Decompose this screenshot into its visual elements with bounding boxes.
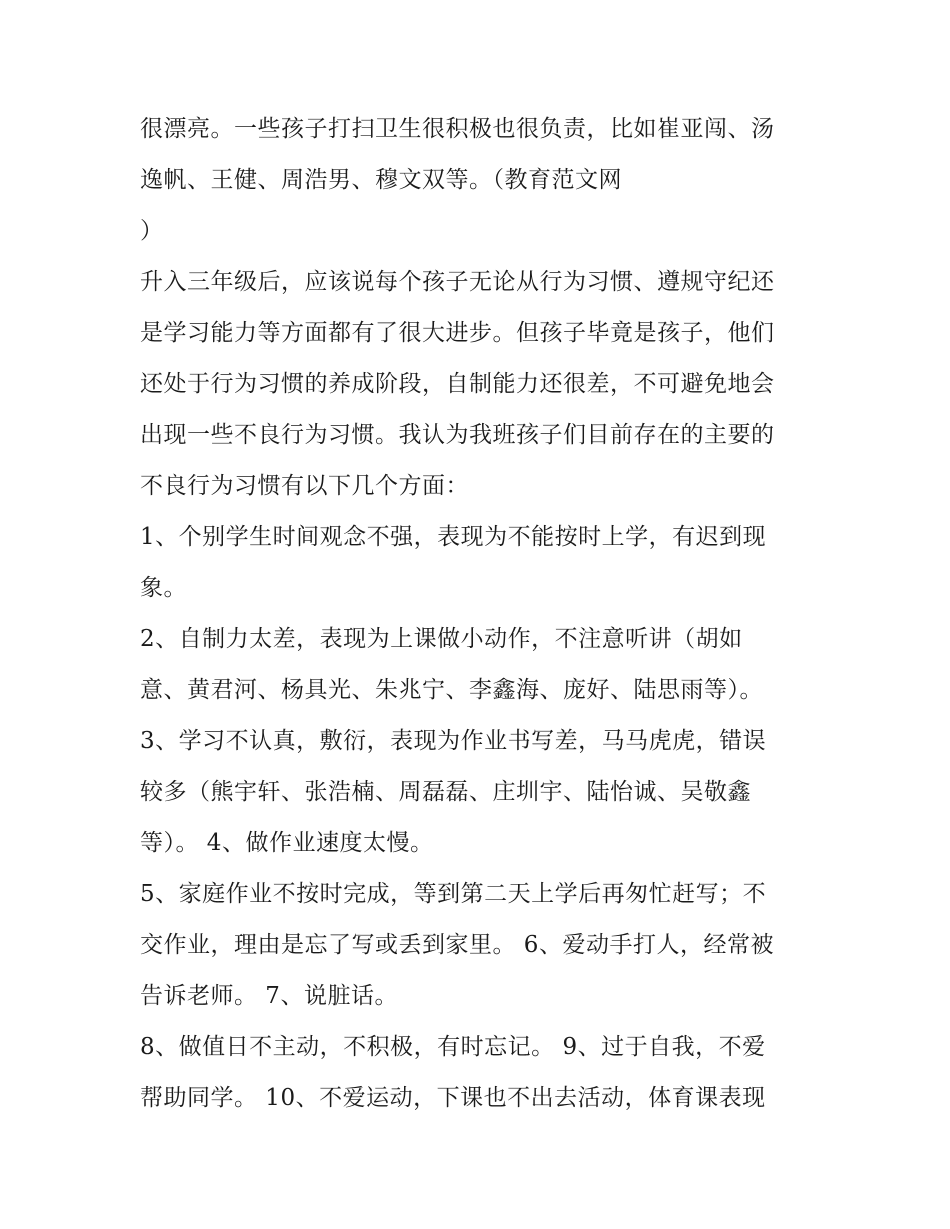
text-line: ） (140, 218, 164, 244)
text-line: 交作业，理由是忘了写或丢到家里。 6、爱动手打人，经常被 (140, 932, 774, 958)
text-line: 较多（熊宇轩、张浩楠、周磊磊、庄圳宇、陆怡诚、吴敬鑫 (140, 779, 751, 805)
text-line: 升入三年级后，应该说每个孩子无论从行为习惯、遵规守纪还 (140, 269, 775, 295)
text-line: 5、家庭作业不按时完成，等到第二天上学后再匆忙赶写；不 (140, 881, 767, 907)
text-line: 8、做值日不主动，不积极，有时忘记。 9、过于自我，不爱 (140, 1034, 766, 1060)
text-line: 是学习能力等方面都有了很大进步。但孩子毕竟是孩子，他们 (140, 320, 775, 346)
text-line: 象。 (140, 575, 187, 601)
text-line: 很漂亮。一些孩子打扫卫生很积极也很负责，比如崔亚闯、汤 (140, 116, 775, 142)
text-line: 不良行为习惯有以下几个方面： (140, 473, 469, 499)
text-line: 等）。 4、做作业速度太慢。 (140, 830, 434, 856)
text-line: 出现一些不良行为习惯。我认为我班孩子们目前存在的主要的 (140, 422, 775, 448)
text-line: 2、自制力太差，表现为上课做小动作，不注意听讲（胡如 (140, 626, 743, 652)
text-line: 还处于行为习惯的养成阶段，自制能力还很差，不可避免地会 (140, 371, 775, 397)
text-line: 帮助同学。 10、不爱运动，下课也不出去活动，体育课表现 (140, 1085, 766, 1111)
text-line: 逸帆、王健、周浩男、穆文双等。（教育范文网 (140, 167, 622, 193)
text-line: 1、个别学生时间观念不强，表现为不能按时上学，有迟到现 (140, 524, 767, 550)
text-line: 3、学习不认真，敷衍，表现为作业书写差，马马虎虎，错误 (140, 728, 767, 754)
text-line: 意、黄君河、杨具光、朱兆宁、李鑫海、庞好、陆思雨等）。 (140, 677, 763, 703)
text-line: 告诉老师。 7、说脏话。 (140, 983, 398, 1009)
